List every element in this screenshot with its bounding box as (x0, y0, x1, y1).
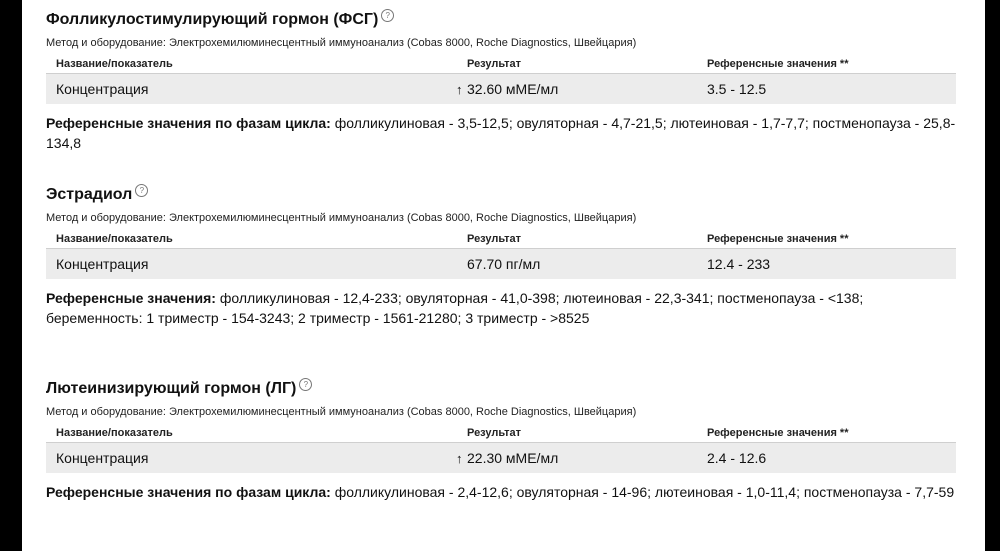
row-reference: 2.4 - 12.6 (707, 450, 767, 466)
reference-note-text: фолликулиновая - 3,5-12,5; овуляторная - 4,7-21,5; лютеиновая - 1,7-7,7; постменопауза - 25,8-134,8 (46, 115, 956, 151)
section-title (46, 185, 956, 205)
method-text: Метод и оборудование: Электрохемилюминесцентный иммуноанализ (Cobas 8000, Roche Diagnostics, Швейцария) (46, 406, 637, 418)
section-title-text: Эстрадиол (46, 186, 133, 203)
section-title-text: Лютеинизирующий гормон (ЛГ) (46, 380, 297, 397)
method-text: Метод и оборудование: Электрохемилюминесцентный иммуноанализ (Cobas 8000, Roche Diagnostics, Швейцария) (46, 37, 637, 49)
table-row (46, 443, 956, 473)
section-title (46, 379, 956, 399)
section-lh (46, 379, 956, 502)
help-icon[interactable]: ? (381, 9, 394, 22)
row-result (467, 256, 707, 272)
column-header-result: Результат (467, 427, 522, 439)
results-table (46, 57, 956, 104)
column-header-name: Название/показатель (56, 58, 173, 70)
section-fsh (46, 10, 956, 153)
row-name: Концентрация (56, 81, 149, 97)
help-icon[interactable]: ? (299, 378, 312, 391)
arrow-up-icon: ↑ (456, 450, 463, 466)
reference-note (46, 482, 956, 502)
reference-note (46, 113, 956, 153)
column-header-reference: Референсные значения ** (707, 427, 849, 439)
column-header-name: Название/показатель (56, 427, 173, 439)
row-reference: 3.5 - 12.5 (707, 81, 767, 97)
result-value: 67.70 пг/мл (467, 256, 541, 272)
table-header (46, 57, 956, 74)
report-sheet (22, 0, 985, 551)
column-header-result: Результат (467, 233, 522, 245)
column-header-reference: Референсные значения ** (707, 58, 849, 70)
arrow-up-icon: ↑ (456, 81, 463, 97)
results-table (46, 426, 956, 473)
help-icon[interactable]: ? (135, 184, 148, 197)
results-table (46, 232, 956, 279)
reference-note-label: Референсные значения по фазам цикла: (46, 115, 331, 131)
method-text: Метод и оборудование: Электрохемилюминесцентный иммуноанализ (Cobas 8000, Roche Diagnostics, Швейцария) (46, 212, 637, 224)
result-value: 22.30 мМЕ/мл (467, 450, 559, 466)
row-name: Концентрация (56, 256, 149, 272)
table-header (46, 426, 956, 443)
section-title-text: Фолликулостимулирующий гормон (ФСГ) (46, 11, 379, 28)
table-row (46, 74, 956, 104)
row-result (456, 81, 707, 97)
result-value: 32.60 мМЕ/мл (467, 81, 559, 97)
column-header-reference: Референсные значения ** (707, 233, 849, 245)
table-row (46, 249, 956, 279)
reference-note (46, 288, 956, 328)
section-title (46, 10, 956, 30)
section-estradiol (46, 185, 956, 328)
reference-note-text: фолликулиновая - 12,4-233; овуляторная - 41,0-398; лютеиновая - 22,3-341; постменопауза - <138; беременность: 1 триместр - 154-3243; 2 триместр - 1561-21280; 3 триместр - >8525 (46, 290, 864, 326)
column-header-result: Результат (467, 58, 522, 70)
table-header (46, 232, 956, 249)
column-header-name: Название/показатель (56, 233, 173, 245)
reference-note-label: Референсные значения по фазам цикла: (46, 484, 331, 500)
row-reference: 12.4 - 233 (707, 256, 771, 272)
reference-note-label: Референсные значения: (46, 290, 216, 306)
reference-note-text: фолликулиновая - 2,4-12,6; овуляторная - 14-96; лютеиновая - 1,0-11,4; постменопауза - 7,7-59 (330, 484, 955, 500)
row-result (456, 450, 707, 466)
row-name: Концентрация (56, 450, 149, 466)
